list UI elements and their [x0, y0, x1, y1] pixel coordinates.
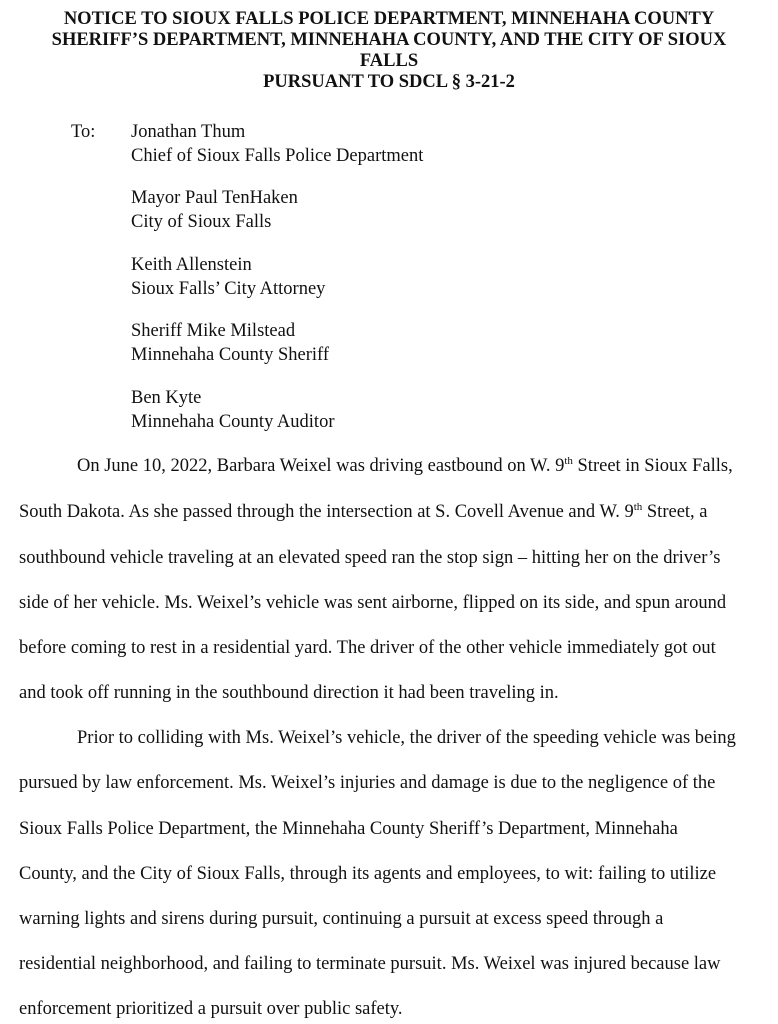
text-span: Street, a [642, 502, 708, 522]
paragraph-1-line: before coming to rest in a residential yard. The driver of the other vehicle immediately got out [19, 638, 716, 658]
paragraph-2-line: warning lights and sirens during pursuit, continuing a pursuit at excess speed through a [19, 909, 664, 929]
title-line-3: FALLS [359, 51, 419, 71]
recipient-block [131, 120, 423, 168]
paragraph-2-line: pursued by law enforcement. Ms. Weixel’s injuries and damage is due to the negligence of the [19, 773, 716, 793]
text-span: South Dakota. As she passed through the intersection at S. Covell Avenue and W. 9 [19, 502, 634, 522]
title-line-1: NOTICE TO SIOUX FALLS POLICE DEPARTMENT, MINNEHAHA COUNTY [63, 9, 715, 29]
paragraph-2-line: Sioux Falls Police Department, the Minnehaha County Sheriff’s Department, Minnehaha [19, 819, 678, 839]
recipient-name: Jonathan Thum [131, 122, 246, 142]
title-line-4: PURSUANT TO SDCL § 3-21-2 [263, 72, 515, 92]
superscript: th [633, 500, 643, 513]
text-span: Street in Sioux Falls, [572, 456, 733, 476]
recipient-block [131, 253, 325, 301]
to-label: To: [71, 122, 96, 142]
superscript: th [564, 454, 573, 467]
paragraph-1-line: side of her vehicle. Ms. Weixel’s vehicle was sent airborne, flipped on its side, and spun around [19, 593, 727, 613]
paragraph-1-line: and took off running in the southbound direction it had been traveling in. [19, 683, 559, 703]
recipient-role: Minnehaha County Auditor [131, 412, 335, 432]
recipient-role: Minnehaha County Sheriff [131, 345, 329, 365]
recipient-name: Sheriff Mike Milstead [131, 321, 296, 341]
recipient-role: City of Sioux Falls [131, 212, 272, 232]
paragraph-2-line: residential neighborhood, and failing to terminate pursuit. Ms. Weixel was injured because law [19, 954, 721, 974]
recipient-role: Chief of Sioux Falls Police Department [131, 146, 424, 166]
recipient-name: Keith Allenstein [131, 255, 252, 275]
paragraph-1-line [77, 455, 733, 477]
recipient-name: Mayor Paul TenHaken [131, 188, 298, 208]
paragraph-1-line [19, 501, 708, 523]
text-span: On June 10, 2022, Barbara Weixel was driving eastbound on W. 9 [77, 456, 565, 476]
recipient-block [131, 186, 298, 234]
document-title [10, 9, 768, 93]
recipient-block [131, 319, 329, 367]
paragraph-2-line: County, and the City of Sioux Falls, through its agents and employees, to wit: failing to utilize [19, 864, 717, 884]
paragraph-2-line: enforcement prioritized a pursuit over public safety. [19, 999, 403, 1019]
recipient-name: Ben Kyte [131, 388, 202, 408]
recipient-block [131, 386, 334, 434]
recipient-role: Sioux Falls’ City Attorney [131, 279, 326, 299]
paragraph-1-line: southbound vehicle traveling at an elevated speed ran the stop sign – hitting her on the driver’s [19, 548, 721, 568]
paragraph-2-line: Prior to colliding with Ms. Weixel’s vehicle, the driver of the speeding vehicle was being [77, 728, 736, 748]
title-line-2: SHERIFF’S DEPARTMENT, MINNEHAHA COUNTY, AND THE CITY OF SIOUX [51, 30, 727, 50]
